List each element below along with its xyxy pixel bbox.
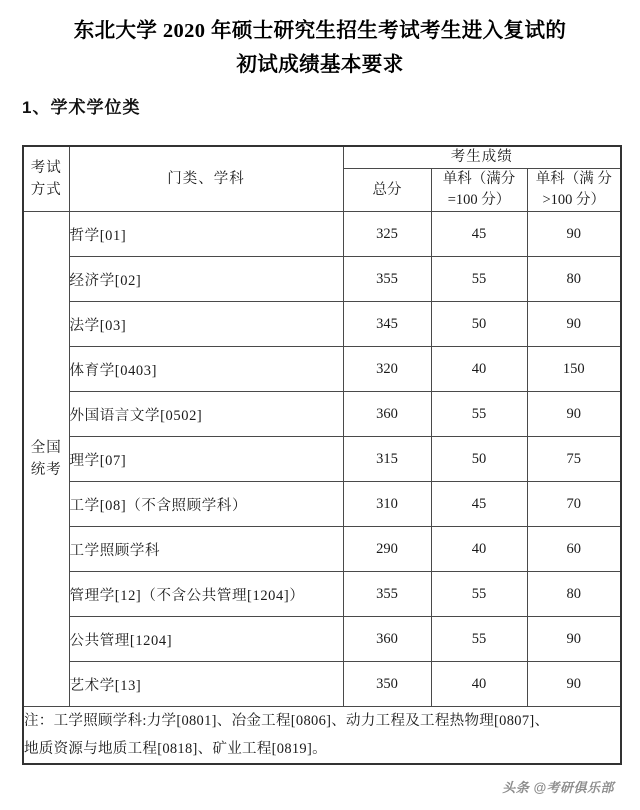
page-title-line-1: 东北大学 2020 年硕士研究生招生考试考生进入复试的 (73, 20, 567, 42)
cell-single-eq-100: 40 (431, 527, 527, 572)
cell-single-gt-100: 150 (527, 347, 621, 392)
table-row (23, 212, 621, 257)
method-label-national-unified-exam (23, 212, 69, 707)
cell-total: 345 (343, 302, 431, 347)
header-candidate-score-group: 考生成绩 (343, 146, 621, 169)
cell-total: 325 (343, 212, 431, 257)
cell-single-eq-100: 55 (431, 392, 527, 437)
header-single-gt-100 (527, 169, 621, 212)
table-note-row (23, 707, 621, 765)
cell-subject: 公共管理[1204] (69, 617, 343, 662)
cell-single-eq-100: 55 (431, 617, 527, 662)
header-single-gt-100-line-1: 单科（满 (535, 171, 594, 187)
table-row (23, 392, 621, 437)
table-row (23, 347, 621, 392)
cell-single-eq-100: 45 (431, 212, 527, 257)
cell-total: 360 (343, 392, 431, 437)
cell-subject: 外国语言文学[0502] (69, 392, 343, 437)
cell-total: 355 (343, 572, 431, 617)
header-single-eq-100-line-2: =100 分） (447, 192, 511, 208)
score-table (22, 145, 622, 765)
table-row (23, 302, 621, 347)
cell-single-gt-100: 90 (527, 662, 621, 707)
header-exam-method (23, 146, 69, 212)
cell-single-eq-100: 40 (431, 347, 527, 392)
cell-single-gt-100: 75 (527, 437, 621, 482)
header-single-eq-100-line-1: 单科（满分 (442, 171, 516, 187)
cell-total: 355 (343, 257, 431, 302)
method-label-line-2: 统考 (30, 462, 62, 478)
cell-single-gt-100: 90 (527, 212, 621, 257)
table-row (23, 572, 621, 617)
section-heading: 1、学术学位类 (22, 98, 141, 117)
cell-subject: 管理学[12]（不含公共管理[1204]） (69, 572, 343, 617)
page-title (0, 0, 640, 82)
table-note-line-2: 地质资源与地质工程[0818]、矿业工程[0819]。 (24, 741, 327, 757)
header-total-score: 总分 (343, 169, 431, 212)
cell-total: 290 (343, 527, 431, 572)
cell-single-gt-100: 80 (527, 257, 621, 302)
cell-single-eq-100: 45 (431, 482, 527, 527)
cell-subject: 经济学[02] (69, 257, 343, 302)
header-single-eq-100 (431, 169, 527, 212)
cell-subject: 工学[08]（不含照顾学科） (69, 482, 343, 527)
cell-subject: 工学照顾学科 (69, 527, 343, 572)
cell-subject: 哲学[01] (69, 212, 343, 257)
cell-single-gt-100: 90 (527, 302, 621, 347)
table-row (23, 527, 621, 572)
table-row (23, 617, 621, 662)
cell-total: 315 (343, 437, 431, 482)
table-header-row-1 (23, 146, 621, 169)
cell-single-eq-100: 55 (431, 572, 527, 617)
cell-single-eq-100: 40 (431, 662, 527, 707)
table-row (23, 662, 621, 707)
cell-single-eq-100: 50 (431, 302, 527, 347)
header-exam-method-line-2: 方式 (30, 182, 62, 198)
cell-single-gt-100: 60 (527, 527, 621, 572)
cell-single-gt-100: 90 (527, 617, 621, 662)
cell-subject: 法学[03] (69, 302, 343, 347)
cell-single-gt-100: 90 (527, 392, 621, 437)
table-row (23, 482, 621, 527)
cell-subject: 理学[07] (69, 437, 343, 482)
header-category: 门类、学科 (69, 146, 343, 212)
table-row (23, 437, 621, 482)
table-note (23, 707, 621, 765)
cell-single-gt-100: 80 (527, 572, 621, 617)
cell-single-eq-100: 55 (431, 257, 527, 302)
cell-subject: 体育学[0403] (69, 347, 343, 392)
cell-total: 310 (343, 482, 431, 527)
header-exam-method-line-1: 考试 (30, 160, 62, 176)
cell-single-gt-100: 70 (527, 482, 621, 527)
table-row (23, 257, 621, 302)
cell-total: 350 (343, 662, 431, 707)
score-table-container (22, 145, 620, 765)
cell-subject: 艺术学[13] (69, 662, 343, 707)
watermark: 头条 @考研俱乐部 (502, 780, 614, 795)
cell-total: 360 (343, 617, 431, 662)
cell-total: 320 (343, 347, 431, 392)
header-single-gt-100-line-2: 分>100 分） (542, 171, 612, 208)
page-title-line-2: 初试成绩基本要求 (236, 54, 404, 76)
method-label-line-1: 全国 (30, 440, 62, 456)
table-note-line-1: 注：工学照顾学科:力学[0801]、冶金工程[0806]、动力工程及工程热物理[0807]、 (24, 713, 550, 729)
cell-single-eq-100: 50 (431, 437, 527, 482)
